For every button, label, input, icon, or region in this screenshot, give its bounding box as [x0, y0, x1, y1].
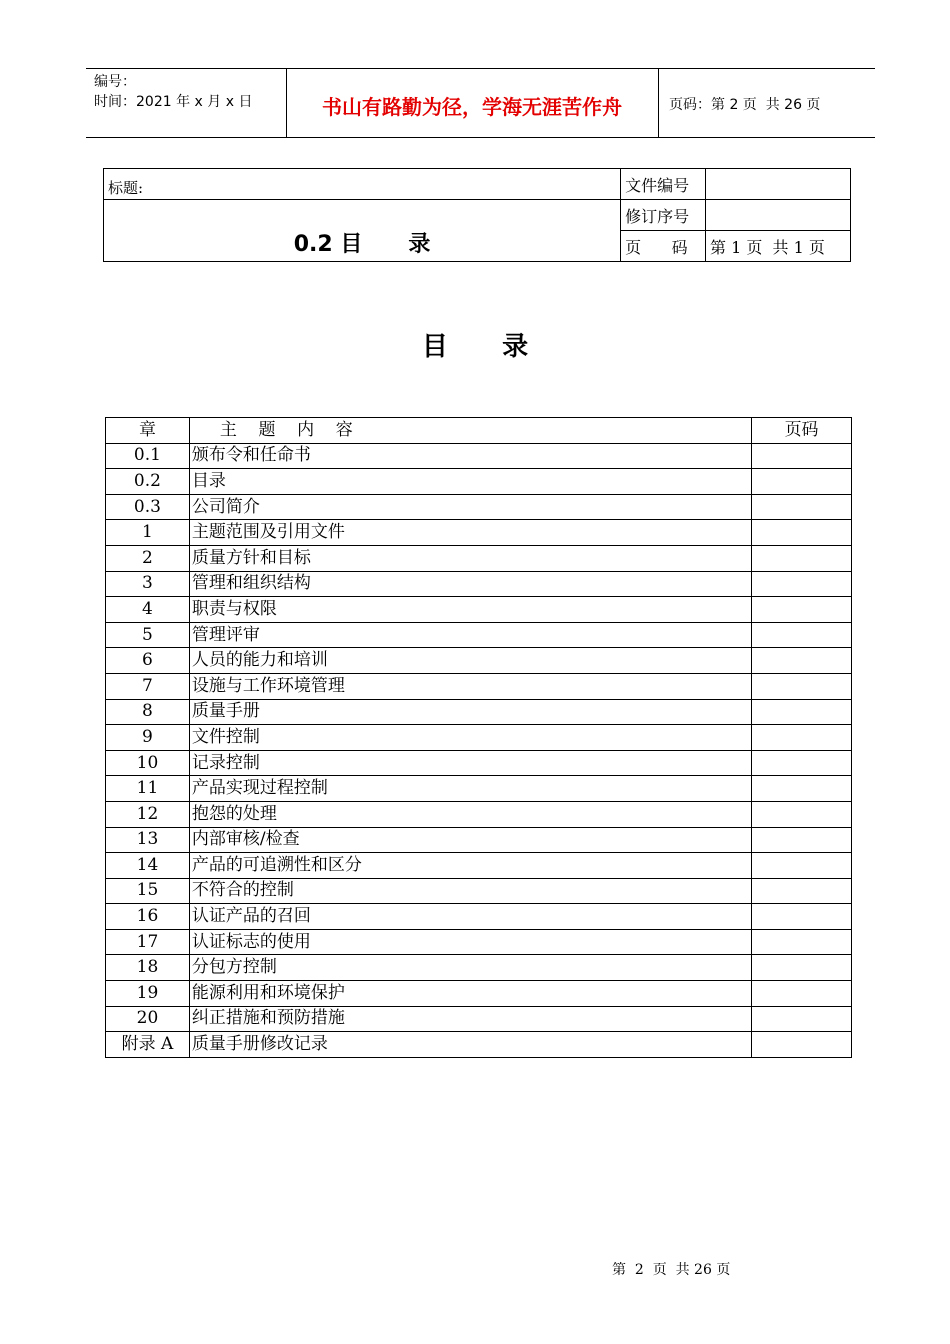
table-row — [106, 494, 852, 520]
page-footer: 第 2 页 共 26 页 — [612, 1262, 731, 1278]
chapter-cell: 19 — [106, 981, 190, 1007]
subject-cell: 文件控制 — [189, 725, 751, 751]
page-cell — [752, 929, 852, 955]
chapter-column-header: 章 — [106, 418, 190, 444]
page-cell — [752, 801, 852, 827]
subject-column-header: 主 题 内 容 — [189, 418, 751, 444]
subject-cell: 质量方针和目标 — [189, 545, 751, 571]
page-cell — [752, 750, 852, 776]
table-row — [106, 853, 852, 879]
chapter-cell: 17 — [106, 929, 190, 955]
chapter-cell: 15 — [106, 878, 190, 904]
page-cell — [752, 878, 852, 904]
table-row — [106, 776, 852, 802]
chapter-cell: 10 — [106, 750, 190, 776]
chapter-cell: 13 — [106, 827, 190, 853]
page-cell — [752, 520, 852, 546]
table-row — [106, 801, 852, 827]
chapter-cell: 2 — [106, 545, 190, 571]
date-label: 时间：2021 年 x 月 x 日 — [94, 94, 253, 110]
doc-number-label: 编号： — [94, 74, 136, 90]
title-label: 标题: — [104, 169, 621, 200]
header-meta — [86, 69, 287, 137]
page-cell — [752, 443, 852, 469]
page-value: 第 1 页 共 1 页 — [706, 231, 851, 262]
table-row — [106, 520, 852, 546]
chapter-cell: 0.1 — [106, 443, 190, 469]
chapter-cell: 9 — [106, 725, 190, 751]
table-row — [106, 750, 852, 776]
chapter-cell: 12 — [106, 801, 190, 827]
chapter-cell: 5 — [106, 622, 190, 648]
page-cell — [752, 853, 852, 879]
page-cell — [752, 494, 852, 520]
table-row — [106, 622, 852, 648]
table-row — [106, 673, 852, 699]
page-cell — [752, 904, 852, 930]
table-row — [106, 955, 852, 981]
table-row — [106, 1032, 852, 1058]
page-cell — [752, 597, 852, 623]
page-cell — [752, 725, 852, 751]
table-row — [106, 878, 852, 904]
subject-cell: 抱怨的处理 — [189, 801, 751, 827]
chapter-cell: 3 — [106, 571, 190, 597]
page-cell — [752, 981, 852, 1007]
subject-cell: 纠正措施和预防措施 — [189, 1006, 751, 1032]
table-row — [106, 648, 852, 674]
subject-cell: 认证产品的召回 — [189, 904, 751, 930]
subject-cell: 分包方控制 — [189, 955, 751, 981]
subject-cell: 设施与工作环境管理 — [189, 673, 751, 699]
table-row — [106, 981, 852, 1007]
toc-header-row — [106, 418, 852, 444]
revision-label: 修订序号 — [621, 200, 706, 231]
table-row — [106, 725, 852, 751]
document-title: 0.2 目 录 — [104, 200, 621, 262]
chapter-cell: 1 — [106, 520, 190, 546]
page-cell — [752, 776, 852, 802]
subject-cell: 管理评审 — [189, 622, 751, 648]
chapter-cell: 11 — [106, 776, 190, 802]
table-row — [106, 571, 852, 597]
subject-cell: 质量手册修改记录 — [189, 1032, 751, 1058]
subject-cell: 管理和组织结构 — [189, 571, 751, 597]
page-cell — [752, 545, 852, 571]
chapter-cell: 18 — [106, 955, 190, 981]
page-cell — [752, 1032, 852, 1058]
table-row — [106, 699, 852, 725]
page-cell — [752, 673, 852, 699]
table-row — [106, 827, 852, 853]
page-cell — [752, 622, 852, 648]
chapter-cell: 0.3 — [106, 494, 190, 520]
subject-cell: 认证标志的使用 — [189, 929, 751, 955]
subject-cell: 产品的可追溯性和区分 — [189, 853, 751, 879]
chapter-cell: 附录 A — [106, 1032, 190, 1058]
table-row — [106, 597, 852, 623]
page-cell — [752, 571, 852, 597]
header-page-info: 页码：第 2 页 共 26 页 — [669, 97, 821, 113]
file-number-value — [706, 169, 851, 200]
page-cell — [752, 827, 852, 853]
revision-value — [706, 200, 851, 231]
page-cell — [752, 955, 852, 981]
chapter-cell: 7 — [106, 673, 190, 699]
table-row — [106, 545, 852, 571]
toc-body — [106, 443, 852, 1057]
chapter-cell: 6 — [106, 648, 190, 674]
page-header — [86, 68, 875, 138]
chapter-cell: 0.2 — [106, 469, 190, 495]
subject-cell: 人员的能力和培训 — [189, 648, 751, 674]
title-block — [103, 168, 851, 262]
subject-cell: 职责与权限 — [189, 597, 751, 623]
page-cell — [752, 469, 852, 495]
toc-heading: 目 录 — [421, 332, 529, 362]
chapter-cell: 16 — [106, 904, 190, 930]
page-cell — [752, 699, 852, 725]
subject-cell: 能源利用和环境保护 — [189, 981, 751, 1007]
chapter-cell: 20 — [106, 1006, 190, 1032]
file-number-label: 文件编号 — [621, 169, 706, 200]
subject-cell: 目录 — [189, 469, 751, 495]
subject-cell: 颁布令和任命书 — [189, 443, 751, 469]
page-cell — [752, 1006, 852, 1032]
page-column-header: 页码 — [752, 418, 852, 444]
subject-cell: 内部审核/检查 — [189, 827, 751, 853]
table-row — [106, 904, 852, 930]
subject-cell: 不符合的控制 — [189, 878, 751, 904]
subject-cell: 公司简介 — [189, 494, 751, 520]
subject-cell: 主题范围及引用文件 — [189, 520, 751, 546]
motto: 书山有路勤为径，学海无涯苦作舟 — [286, 69, 659, 137]
page-label: 页 码 — [621, 231, 706, 262]
chapter-cell: 8 — [106, 699, 190, 725]
subject-cell: 质量手册 — [189, 699, 751, 725]
table-row — [106, 1006, 852, 1032]
table-row — [106, 929, 852, 955]
chapter-cell: 14 — [106, 853, 190, 879]
page-cell — [752, 648, 852, 674]
toc-table — [105, 417, 852, 1058]
chapter-cell: 4 — [106, 597, 190, 623]
table-row — [106, 469, 852, 495]
subject-cell: 记录控制 — [189, 750, 751, 776]
subject-cell: 产品实现过程控制 — [189, 776, 751, 802]
table-row — [106, 443, 852, 469]
